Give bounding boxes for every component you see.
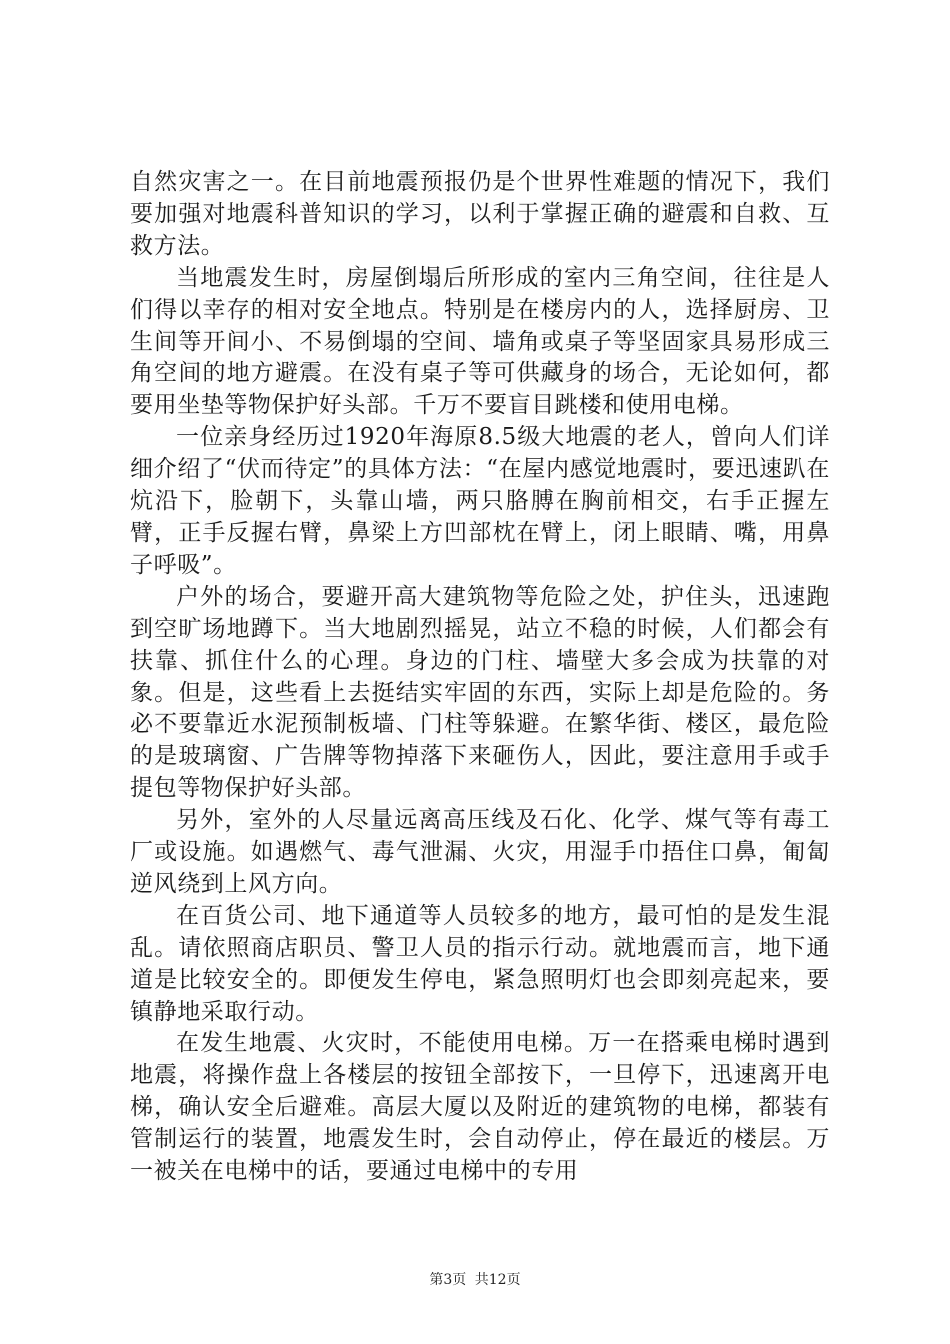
document-body (130, 167, 830, 1188)
paragraph-5: 另外，室外的人尽量远离高压线及石化、化学、煤气等有毒工厂或设施。如遇燃气、毒气泄漏、火灾，用湿手巾捂住口鼻，匍匐逆风绕到上风方向。 (130, 807, 830, 897)
page-total: 共12页 (474, 1272, 521, 1288)
page-number: 第3页 (429, 1272, 467, 1288)
paragraph-6: 在百货公司、地下通道等人员较多的地方，最可怕的是发生混乱。请依照商店职员、警卫人员的指示行动。就地震而言，地下通道是比较安全的。即便发生停电，紧急照明灯也会即刻亮起来，要镇静地采取行动。 (130, 902, 830, 1025)
page-footer (0, 1271, 950, 1289)
paragraph-2: 当地震发生时，房屋倒塌后所形成的室内三角空间，往往是人们得以幸存的相对安全地点。特别是在楼房内的人，选择厨房、卫生间等开间小、不易倒塌的空间、墙角或桌子等坚固家具易形成三角空间的地方避震。在没有桌子等可供藏身的场合，无论如何，都要用坐垫等物保护好头部。千万不要盲目跳楼和使用电梯。 (130, 264, 830, 419)
paragraph-1: 自然灾害之一。在目前地震预报仍是个世界性难题的情况下，我们要加强对地震科普知识的学习，以利于掌握正确的避震和自救、互救方法。 (130, 169, 830, 259)
paragraph-3: 一位亲身经历过1920年海原8.5级大地震的老人，曾向人们详细介绍了“伏而待定”的具体方法：“在屋内感觉地震时，要迅速趴在炕沿下，脸朝下，头靠山墙，两只胳膊在胸前相交，右手正握左臂，正手反握右臂，鼻梁上方凹部枕在臂上，闭上眼睛、嘴，用鼻子呼吸”。 (130, 424, 830, 578)
paragraph-4: 户外的场合，要避开高大建筑物等危险之处，护住头，迅速跑到空旷场地蹲下。当大地剧烈摇晃，站立不稳的时候，人们都会有扶靠、抓住什么的心理。身边的门柱、墙壁大多会成为扶靠的对象。但是，这些看上去挺结实牢固的东西，实际上却是危险的。务必不要靠近水泥预制板墙、门柱等躲避。在繁华街、楼区，最危险的是玻璃窗、广告牌等物掉落下来砸伤人，因此，要注意用手或手提包等物保护好头部。 (130, 583, 830, 802)
paragraph-7: 在发生地震、火灾时，不能使用电梯。万一在搭乘电梯时遇到地震，将操作盘上各楼层的按钮全部按下，一旦停下，迅速离开电梯，确认安全后避难。高层大厦以及附近的建筑物的电梯，都装有管制运行的装置，地震发生时，会自动停止，停在最近的楼层。万一被关在电梯中的话，要通过电梯中的专用 (130, 1030, 830, 1185)
